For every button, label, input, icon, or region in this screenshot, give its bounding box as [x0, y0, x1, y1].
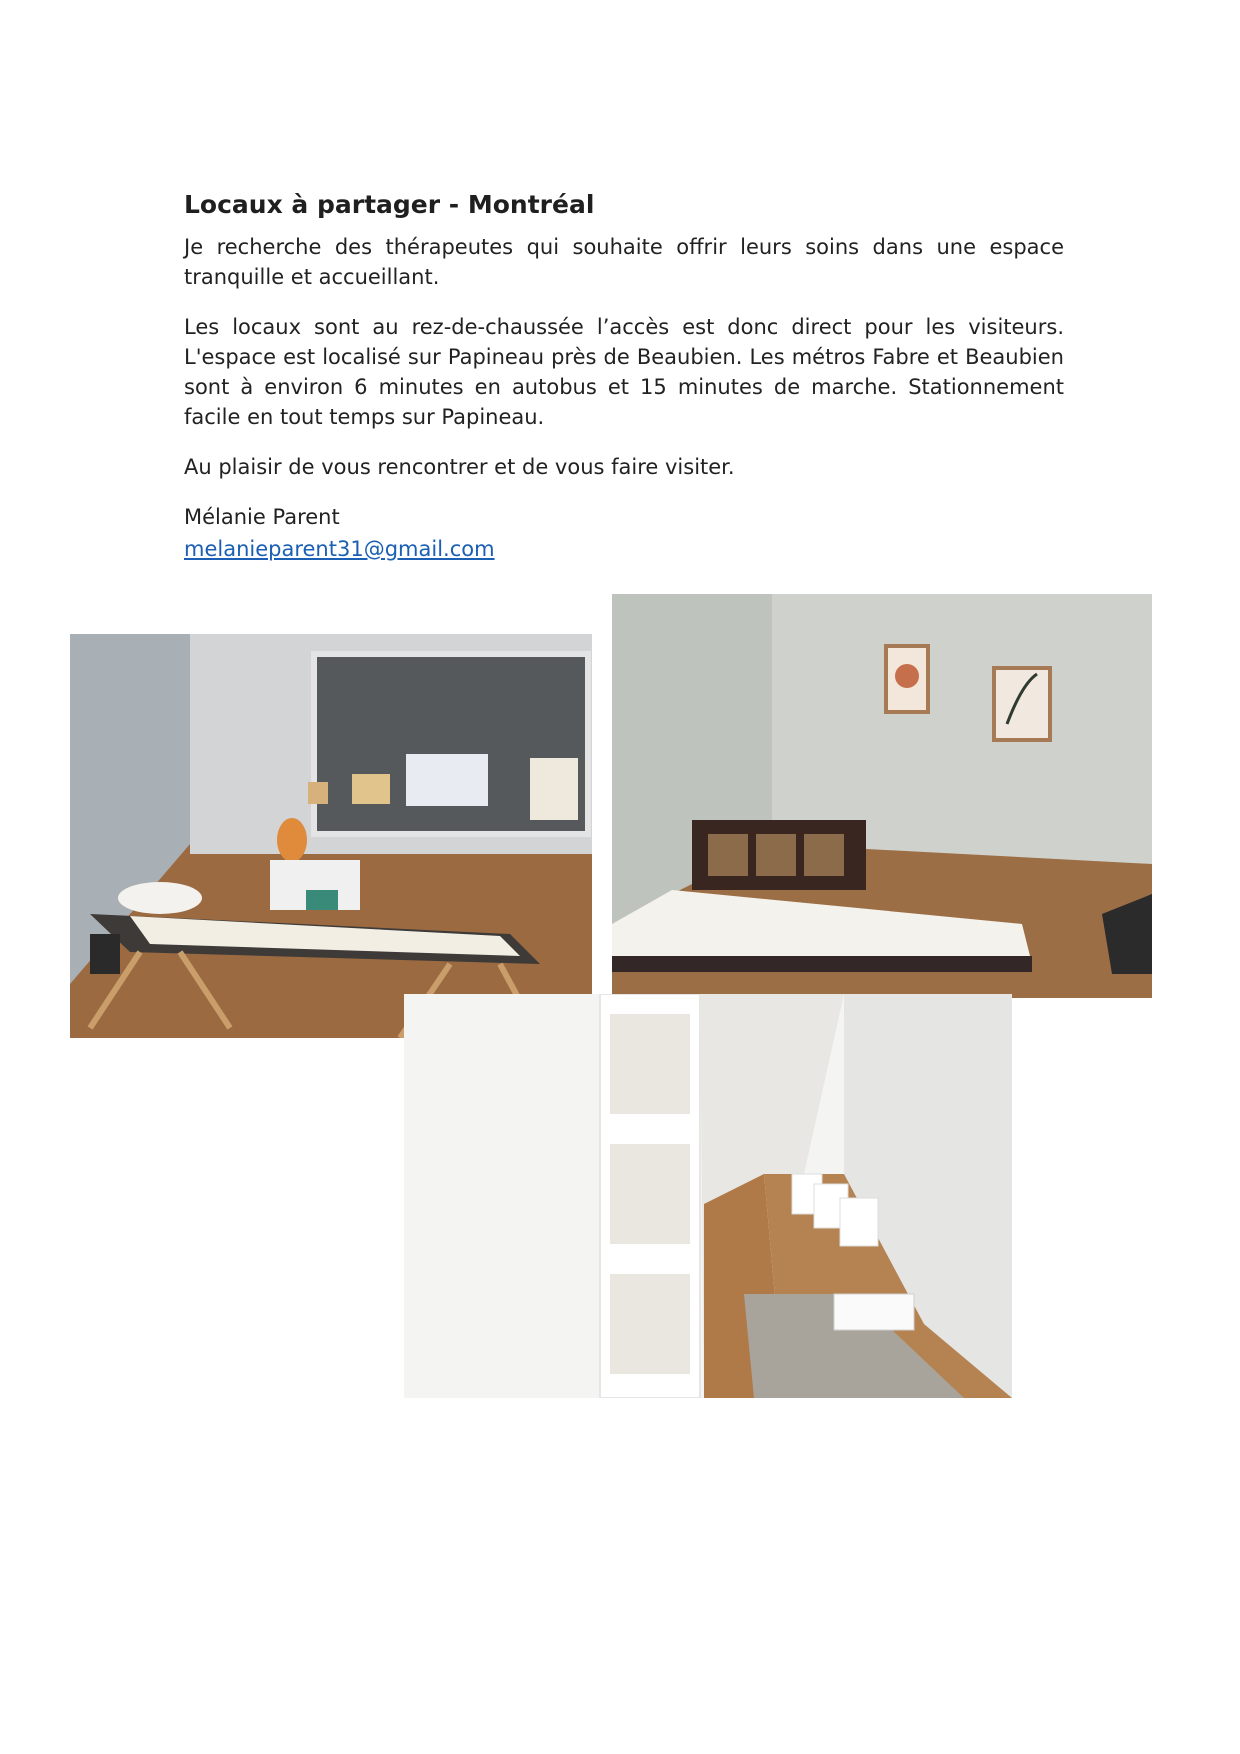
text-block [184, 188, 1064, 566]
paragraph-intro: Je recherche des thérapeutes qui souhaite offrir leurs soins dans une espace tranquille et accueillant. [184, 235, 1064, 289]
email-link[interactable]: melanieparent31@gmail.com [184, 537, 495, 561]
image-icon [404, 994, 1012, 1398]
page-title: Locaux à partager - Montréal [184, 190, 595, 219]
massage-room-photo-2 [612, 594, 1152, 998]
paragraph-location: Les locaux sont au rez-de-chaussée l’accès est donc direct pour les visiteurs. L'espace est localisé sur Papineau près de Beaubien. Les métros Fabre et Beaubien sont à environ 6 minutes en autobus et 15 minutes de marche. Stationnement facile en tout temps sur Papineau. [184, 315, 1064, 429]
massage-room-photo-1 [70, 634, 592, 1038]
image-icon [612, 594, 1152, 998]
paragraph-closing: Au plaisir de vous rencontrer et de vous faire visiter. [184, 455, 735, 479]
hallway-waiting-area-photo [404, 994, 1012, 1398]
signature-name: Mélanie Parent [184, 505, 340, 529]
image-icon [70, 634, 592, 1038]
